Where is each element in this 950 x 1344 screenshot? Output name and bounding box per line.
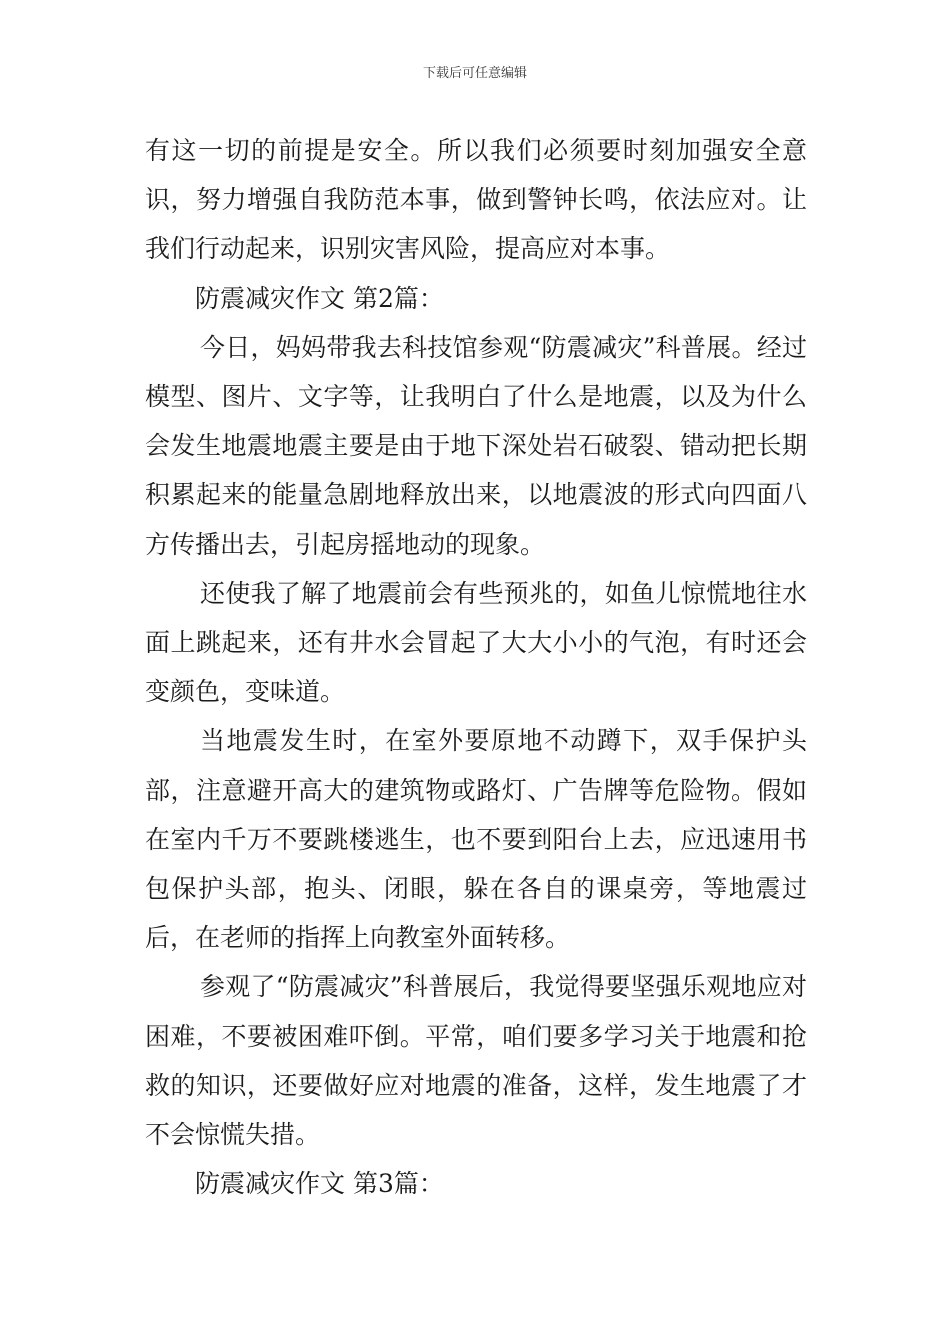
paragraph-continuation: 有这一切的前提是安全。所以我们必须要时刻加强安全意识，努力增强自我防范本事，做到警钟长鸣，依法应对。让我们行动起来，识别灾害风险，提高应对本事。 xyxy=(145,136,807,264)
section-heading-3: 防震减灾作文 第3篇： xyxy=(195,1169,444,1199)
paragraph-science-exhibit: 今日，妈妈带我去科技馆参观“防震减灾”科普展。经过模型、图片、文字等，让我明白了什么是地震，以及为什么会发生地震地震主要是由于地下深处岩石破裂、错动把长期积累起来的能量急剧地释放出来，以地震波的形式向四面八方传播出去，引起房摇地动的现象。 xyxy=(145,332,807,559)
document-body xyxy=(145,126,807,1208)
paragraph-safety-actions: 当地震发生时，在室外要原地不动蹲下，双手保护头部，注意避开高大的建筑物或路灯、广告牌等危险物。假如在室内千万不要跳楼逃生，也不要到阳台上去，应迅速用书包保护头部，抱头、闭眼，躲在各自的课桌旁，等地震过后，在老师的指挥上向教室外面转移。 xyxy=(145,726,807,953)
paragraph-earthquake-signs: 还使我了解了地震前会有些预兆的，如鱼儿惊慌地往水面上跳起来，还有井水会冒起了大大小小的气泡，有时还会变颜色，变味道。 xyxy=(145,578,807,707)
section-heading-2: 防震减灾作文 第2篇： xyxy=(195,283,444,313)
page-header: 下载后可任意编辑 xyxy=(422,66,527,81)
paragraph-reflection: 参观了“防震减灾”科普展后，我觉得要坚强乐观地应对困难，不要被困难吓倒。平常，咱们要多学习关于地震和抢救的知识，还要做好应对地震的准备，这样，发生地震了才不会惊慌失措。 xyxy=(145,972,807,1150)
